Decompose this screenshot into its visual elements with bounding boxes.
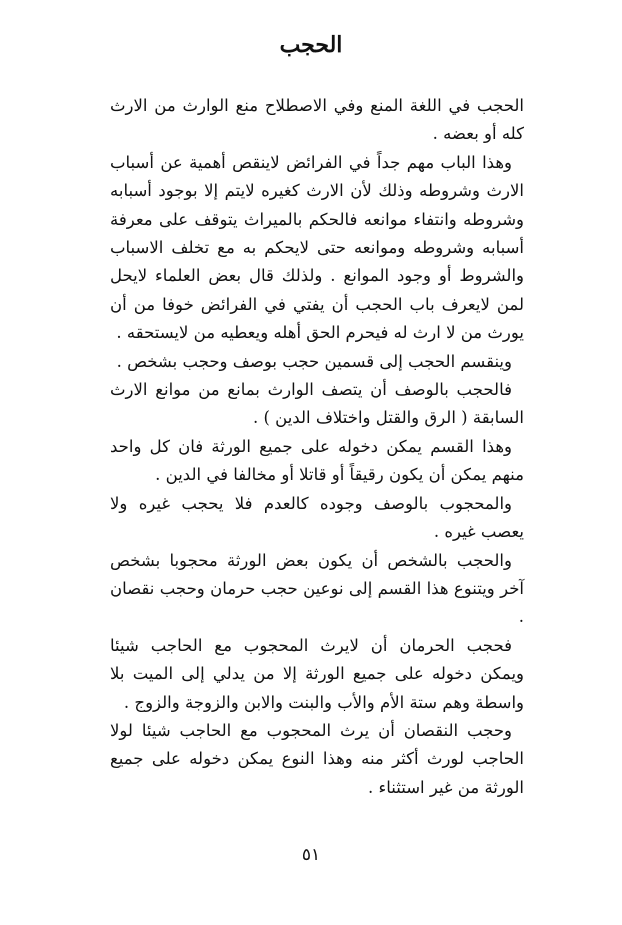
page-number: ٥١ — [301, 845, 321, 865]
paragraph-attribute-effect: والمحجوب بالوصف وجوده كالعدم فلا يحجب غيره ولا يعصب غيره . — [110, 493, 524, 542]
paragraph-importance: وهذا الباب مهم جداً في الفرائض لاينقص أهمية عن أسباب الارث وشروطه وذلك لأن الارث كغيره لايتم إلا بوجود أسبابه وشروطه وانتفاء موانعه فالحكم بالميراث يتوقف على معرفة أسبابه وشروطه وموانعه حتى لايحكم به مع تخلف الاسباب والشروط أو وجود الموانع . ولذلك قال بعض العلماء لايحل لمن لايعرف باب الحجب أن يفتي في الفرائض خوفا من أن يورث من لا ارث له فيحرم الحق أهله ويعطيه من لايستحقه . — [110, 152, 524, 343]
paragraph-attribute-scope: وهذا القسم يمكن دخوله على جميع الورثة فان كل واحد منهم يمكن أن يكون رقيقاً أو قاتلا أو مخالفا في الدين . — [110, 436, 524, 485]
paragraph-division: وينقسم الحجب إلى قسمين حجب بوصف وحجب بشخص . — [116, 351, 512, 371]
paragraph-hajb-by-person: والحجب بالشخص أن يكون بعض الورثة محجوبا بشخص آخر ويتنوع هذا القسم إلى نوعين حجب حرمان وحجب نقصان . — [110, 550, 524, 627]
page-title: الحجب — [279, 32, 343, 58]
paragraph-definition: الحجب في اللغة المنع وفي الاصطلاح منع الوارث من الارث كله أو بعضه . — [110, 96, 524, 144]
paragraph-hajb-by-attribute: فالحجب بالوصف أن يتصف الوارث بمانع من موانع الارث السابقة ( الرق والقتل واختلاف الدين ) . — [110, 380, 524, 428]
paragraph-hirman: فحجب الحرمان أن لايرث المحجوب مع الحاجب شيئا ويمكن دخوله على جميع الورثة إلا من يدلي إلى الميت بلا واسطة وهم ستة الأم والأب والبنت والابن والزوجة والزوج . — [110, 635, 524, 712]
body-text — [110, 92, 524, 802]
paragraph-nuqsan: وحجب النقصان أن يرث المحجوب مع الحاجب شيئا لولا الحاجب لورث أكثر منه وهذا النوع يمكن دخوله على جميع الورثة من غير استثناء . — [110, 720, 524, 797]
